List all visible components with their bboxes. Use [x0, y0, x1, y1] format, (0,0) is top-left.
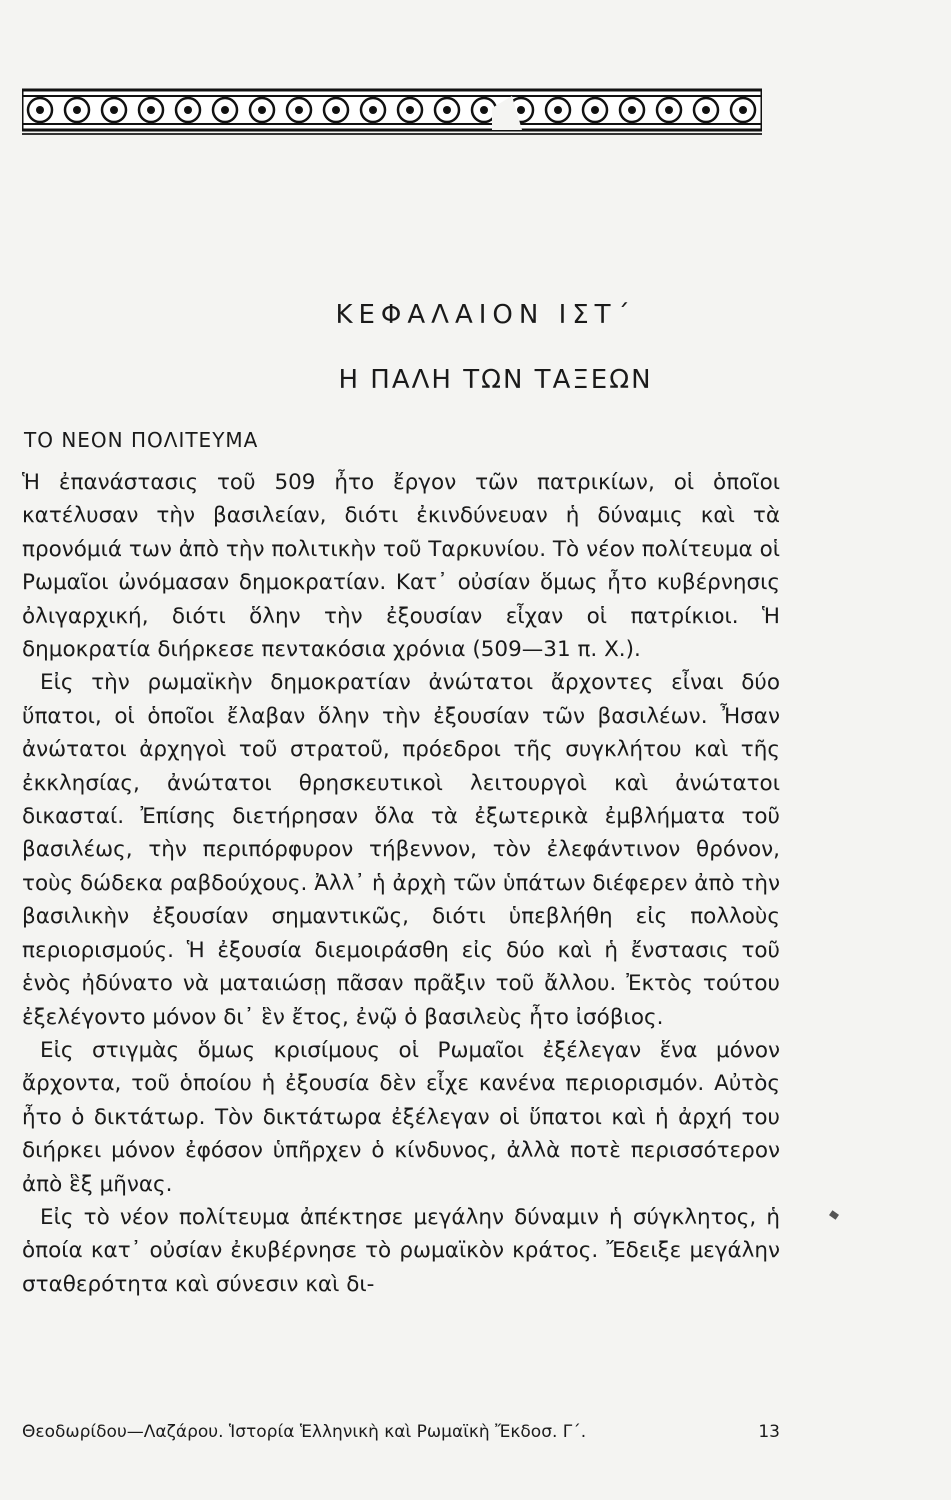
body-text: [22, 466, 780, 1301]
ornament-dot: [184, 106, 192, 114]
subheading: ΤΟ ΝΕΟΝ ΠΟΛΙΤΕΥΜΑ: [24, 428, 259, 452]
ornament-dot: [554, 106, 562, 114]
ornament-dot: [110, 106, 118, 114]
paragraph: Εἰς στιγμὰς ὅμως κρισίμους οἱ Ρωμαῖοι ἐξέλεγαν ἕνα μόνον ἄρχοντα, τοῦ ὁποίου ἡ ἐξουσία δὲν εἶχε κανένα περιορισμόν. Αὐτὸς ἦτο ὁ δικτάτωρ. Τὸν δικτάτωρα ἐξέλεγαν οἱ ὕπατοι καὶ ἡ ἀρχή του διήρκει μόνον ἐφόσον ὑπῆρχεν ὁ κίνδυνος, ἀλλὰ ποτὲ περισσότερον ἀπὸ ἓξ μῆνας.: [22, 1037, 780, 1197]
ornament-dot: [702, 106, 710, 114]
page-number: 13: [758, 1422, 780, 1442]
ornament-dot: [36, 106, 44, 114]
ornament-dot: [147, 106, 155, 114]
paragraph: Εἰς τὸ νέον πολίτευμα ἀπέκτησε μεγάλην δύναμιν ἡ σύγκλητος, ἡ ὁποία κατ᾽ οὐσίαν ἐκυβέρνησε τὸ ρωμαϊκὸν κράτος. Ἔδειξε μεγάλην σταθερότητα καὶ σύνεσιν καὶ δι-: [22, 1204, 780, 1297]
ornament-dot: [591, 106, 599, 114]
meander-ornament-icon: [22, 88, 762, 138]
ornament-dot: [628, 106, 636, 114]
footer-source: Θεοδωρίδου—Λαζάρου. Ἱστορία Ἑλληνικὴ καὶ Ρωμαϊκὴ Ἔκδοσ. Γ΄.: [22, 1422, 587, 1442]
ornament-dot: [332, 106, 340, 114]
ornament-dot: [295, 106, 303, 114]
ornament-dot: [369, 106, 377, 114]
ornament-dot: [221, 106, 229, 114]
ornament-dot: [73, 106, 81, 114]
ornament-dot: [258, 106, 266, 114]
ornament-dot: [739, 106, 747, 114]
paragraph: Ἡ ἐπανάστασις τοῦ 509 ἦτο ἔργον τῶν πατρικίων, οἱ ὁποῖοι κατέλυσαν τὴν βασιλείαν, διότι ἐκινδύνευαν ἡ δύναμις καὶ τὰ προνόμιά των ἀπὸ τὴν πολιτικὴν τοῦ Ταρκυνίου. Τὸ νέον πολίτευμα οἱ Ρωμαῖοι ὠνόμασαν δημοκρατίαν. Κατ᾽ οὐσίαν ὅμως ἦτο κυβέρνησις ὀλιγαρχική, διότι ὅλην τὴν ἐξουσίαν εἶχαν οἱ πατρίκιοι. Ἡ δημοκρατία διήρκεσε πεντακόσια χρόνια (509—31 π. Χ.).: [22, 470, 780, 663]
page-footer: [22, 1422, 780, 1442]
ornament-dot: [517, 106, 525, 114]
ornament-dot: [665, 106, 673, 114]
section-title: Η ΠΑΛΗ ΤΩΝ ΤΑΞΕΩΝ: [338, 365, 653, 395]
ornament-dot: [443, 106, 451, 114]
chapter-title: ΚΕΦΑΛΑΙΟΝ ΙΣΤ΄: [335, 300, 636, 330]
paragraph: Εἰς τὴν ρωμαϊκὴν δημοκρατίαν ἀνώτατοι ἄρχοντες εἶναι δύο ὕπατοι, οἱ ὁποῖοι ἔλαβαν ὅλην τὴν ἐξουσίαν τῶν βασιλέων. Ἦσαν ἀνώτατοι ἀρχηγοὶ τοῦ στρατοῦ, πρόεδροι τῆς συγκλήτου καὶ τῆς ἐκκλησίας, ἀνώτατοι θρησκευτικοὶ λειτουργοὶ καὶ ἀνώτατοι δικασταί. Ἐπίσης διετήρησαν ὅλα τὰ ἐξωτερικὰ ἐμβλήματα τοῦ βασιλέως, τὴν περιπόρφυρον τήβεννον, τὸν ἐλεφάντινον θρόνον, τοὺς δώδεκα ραβδούχους. Ἀλλ᾽ ἡ ἀρχὴ τῶν ὑπάτων διέφερεν ἀπὸ τὴν βασιλικὴν ἐξουσίαν σημαντικῶς, διότι ὑπεβλήθη εἰς πολλοὺς περιορισμούς. Ἡ ἐξουσία διεμοιράσθη εἰς δύο καὶ ἡ ἔνστασις τοῦ ἑνὸς ἠδύνατο νὰ ματαιώσῃ πᾶσαν πρᾶξιν τοῦ ἄλλου. Ἐκτὸς τούτου ἐξελέγοντο μόνον δι᾽ ἓν ἔτος, ἐνῷ ὁ βασιλεὺς ἦτο ἰσόβιος.: [22, 670, 780, 1030]
ornament-dot: [480, 106, 488, 114]
margin-mark: [829, 1210, 839, 1220]
ornament-dot: [406, 106, 414, 114]
